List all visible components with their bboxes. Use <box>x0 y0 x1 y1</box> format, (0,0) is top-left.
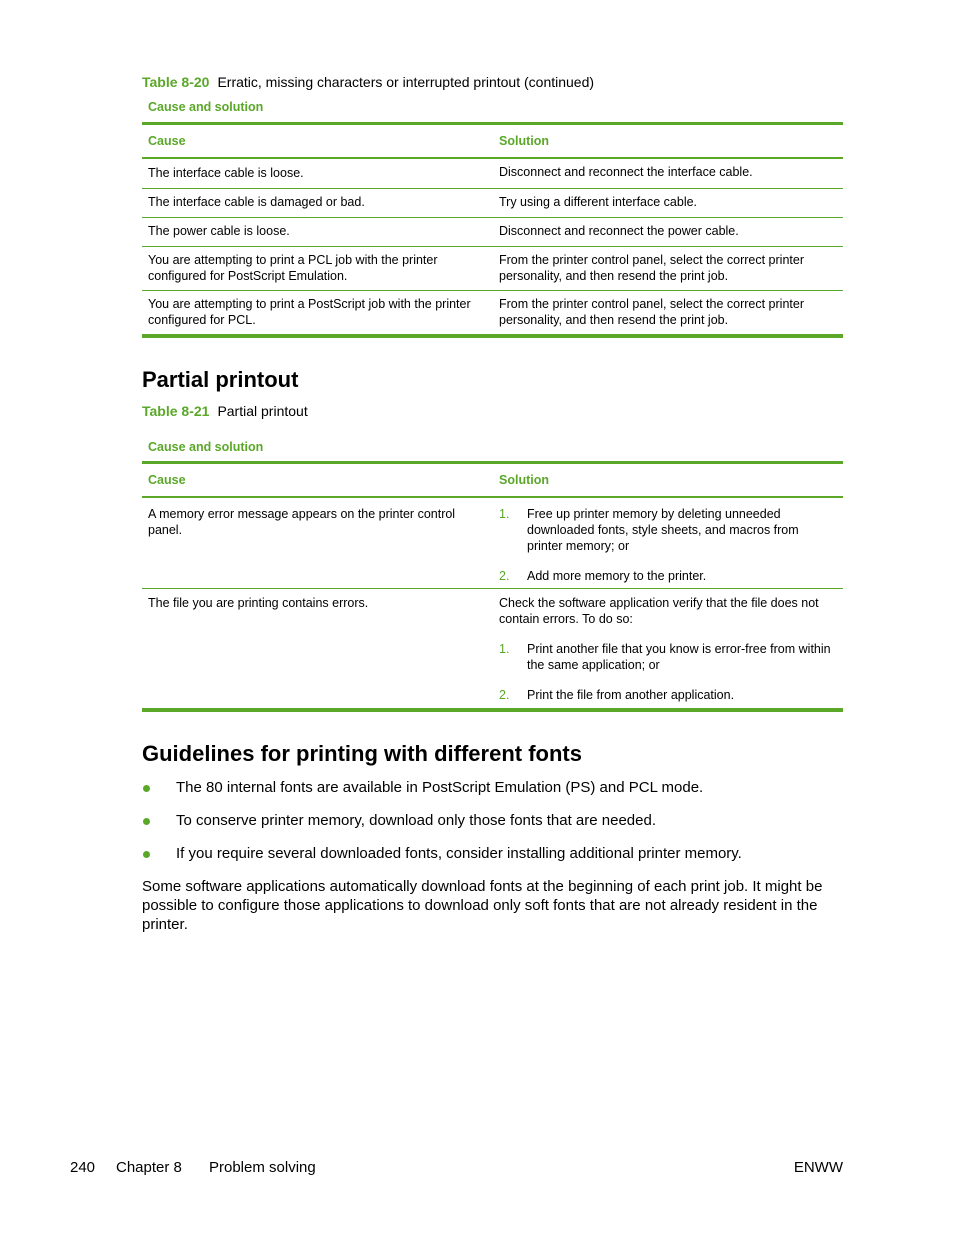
bullet-icon <box>143 851 150 858</box>
column-header-cause: Cause <box>148 473 186 487</box>
page-number: 240 <box>70 1159 96 1176</box>
step-number: 2. <box>499 688 510 702</box>
table-subcaption: Cause and solution <box>148 440 264 454</box>
section-heading: Guidelines for printing with different fonts <box>142 741 582 766</box>
table-number: Table 8-21 <box>142 403 210 419</box>
solution-cell: From the printer control panel, select the correct printer personality, and then resend the print job. <box>499 253 804 283</box>
bullet-text: The 80 internal fonts are available in PostScript Emulation (PS) and PCL mode. <box>176 779 704 796</box>
column-header-solution: Solution <box>499 134 549 148</box>
solution-cell: From the printer control panel, select the correct printer personality, and then resend the print job. <box>499 297 804 327</box>
list-item <box>142 845 843 878</box>
numbered-steps <box>499 506 837 584</box>
solution-cell: Disconnect and reconnect the interface cable. <box>499 165 753 179</box>
column-header-cause: Cause <box>148 134 186 148</box>
step-number: 2. <box>499 569 510 583</box>
bullet-icon <box>143 818 150 825</box>
list-item <box>499 506 837 554</box>
cause-cell: The power cable is loose. <box>148 224 290 238</box>
column-header-solution: Solution <box>499 473 549 487</box>
cause-cell: You are attempting to print a PostScript job with the printer configured for PCL. <box>148 297 471 327</box>
table-row <box>142 217 843 246</box>
table-title: Erratic, missing characters or interrupted printout (continued) <box>217 74 595 90</box>
cause-cell: A memory error message appears on the printer control panel. <box>148 507 456 537</box>
table-row <box>142 290 843 334</box>
cause-cell: The interface cable is loose. <box>148 166 304 180</box>
table-row <box>142 498 843 588</box>
step-text: Add more memory to the printer. <box>527 569 707 583</box>
solution-cell <box>493 589 843 708</box>
solution-cell <box>493 498 843 588</box>
cause-solution-table <box>142 461 843 712</box>
section-heading: Partial printout <box>142 367 299 392</box>
table-header-row <box>142 464 843 498</box>
table-subcaption: Cause and solution <box>148 100 264 114</box>
list-item <box>499 568 837 584</box>
table-number: Table 8-20 <box>142 74 210 90</box>
table-header-row <box>142 125 843 159</box>
body-paragraph: Some software applications automatically download fonts at the beginning of each print job. It might be possible to configure those applications to download only soft fonts that are not already resident in the printer. <box>142 878 823 933</box>
footer-section: Problem solving <box>209 1159 316 1176</box>
step-text: Print the file from another application. <box>527 688 735 702</box>
bullet-text: To conserve printer memory, download only those fonts that are needed. <box>176 812 656 829</box>
list-item <box>142 812 843 845</box>
table-caption <box>142 402 308 420</box>
footer-chapter: Chapter 8 <box>116 1159 182 1176</box>
cause-cell: The interface cable is damaged or bad. <box>148 195 365 209</box>
bullet-list <box>142 779 843 878</box>
list-item <box>142 779 843 812</box>
table-caption <box>142 73 594 91</box>
step-number: 1. <box>499 642 510 656</box>
bullet-text: If you require several downloaded fonts, consider installing additional printer memory. <box>176 845 742 862</box>
footer-code: ENWW <box>793 1159 843 1176</box>
cause-solution-table <box>142 122 843 338</box>
step-number: 1. <box>499 507 510 521</box>
list-item <box>499 641 837 673</box>
step-text: Print another file that you know is error-free from within the same application; or <box>527 642 831 672</box>
cause-cell: You are attempting to print a PCL job with the printer configured for PostScript Emulation. <box>148 253 438 283</box>
table-row <box>142 188 843 217</box>
solution-cell: Try using a different interface cable. <box>499 195 698 209</box>
solution-cell: Disconnect and reconnect the power cable. <box>499 224 739 238</box>
solution-intro: Check the software application verify that the file does not contain errors. To do so: <box>499 596 819 626</box>
cause-cell: The file you are printing contains errors. <box>148 596 369 610</box>
table-title: Partial printout <box>217 403 308 419</box>
table-row <box>142 588 843 708</box>
table-row <box>142 246 843 290</box>
table-row <box>142 159 843 188</box>
bullet-icon <box>143 785 150 792</box>
list-item <box>499 687 837 703</box>
numbered-steps <box>499 641 837 703</box>
step-text: Free up printer memory by deleting unneeded downloaded fonts, style sheets, and macros from printer memory; or <box>527 507 799 553</box>
